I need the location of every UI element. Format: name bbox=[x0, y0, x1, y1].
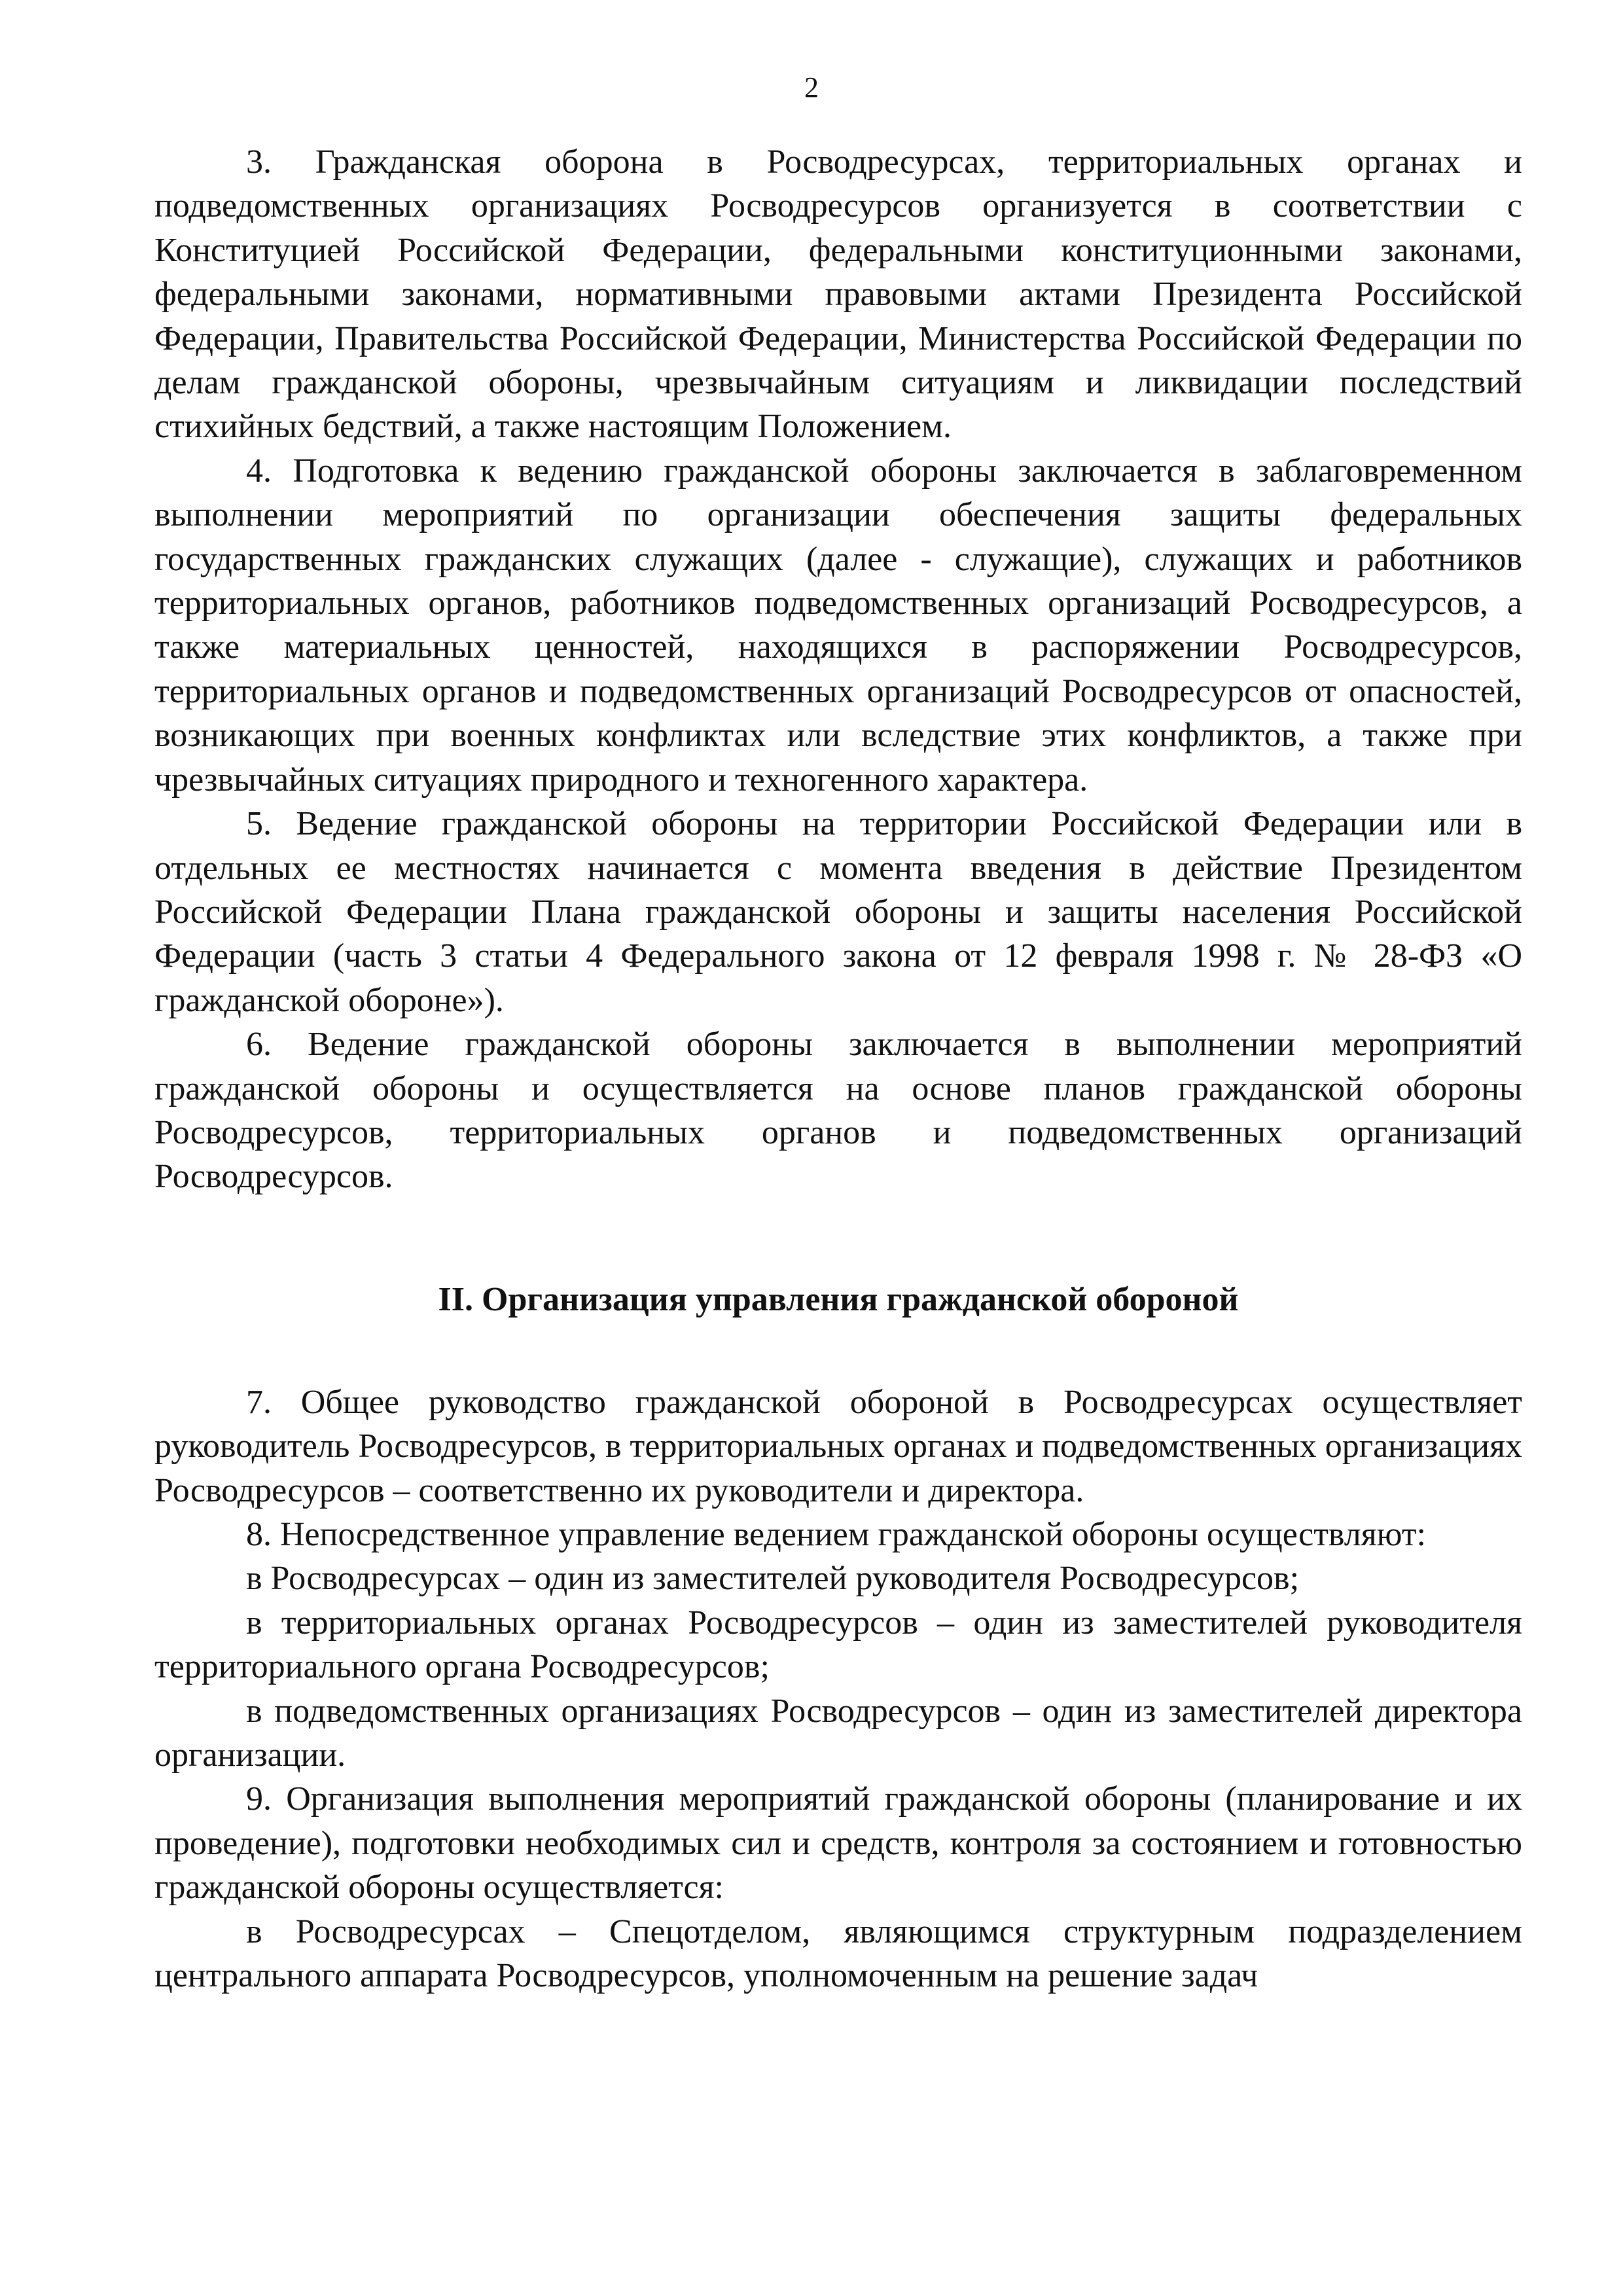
paragraph-8-item-2: в территориальных органах Росводресурсов – один из заместителей руководителя территориального органа Росводресурсов; bbox=[154, 1604, 1522, 1686]
paragraph-6: 6. Ведение гражданской обороны заключается в выполнении мероприятий гражданской обороны и осуществляется на основе планов гражданской обороны Росводресурсов, территориальных органов и подведомственных организаций Росводресурсов. bbox=[154, 1026, 1522, 1196]
paragraph-5: 5. Ведение гражданской обороны на территории Российской Федерации или в отдельных ее местностях начинается с момента введения в действие Президентом Российской Федерации Плана гражданской обороны и защиты населения Российской Федерации (часть 3 статьи 4 Федерального закона от 12 февраля 1998 г. № 28-ФЗ «О гражданской обороне»). bbox=[154, 805, 1522, 1019]
page-number: 2 bbox=[804, 71, 819, 103]
paragraph-7: 7. Общее руководство гражданской обороной в Росводресурсах осуществляет руководитель Росводресурсов, в территориальных органах и подведомственных организациях Росводресурсов – соответственно их руководители и директора. bbox=[154, 1383, 1522, 1509]
paragraph-3: 3. Гражданская оборона в Росводресурсах, территориальных органах и подведомственных организациях Росводресурсов организуется в соответствии с Конституцией Российской Федерации, федеральными конституционными законами, федеральными законами, нормативными правовыми актами Президента Российской Федерации, Правительства Российской Федерации, Министерства Российской Федерации по делам гражданской обороны, чрезвычайным ситуациям и ликвидации последствий стихийных бедствий, а также настоящим Положением. bbox=[154, 143, 1522, 446]
paragraph-8-item-1: в Росводресурсах – один из заместителей руководителя Росводресурсов; bbox=[246, 1560, 1300, 1598]
section-heading-ii: II. Организация управления гражданской обороной bbox=[438, 1280, 1239, 1318]
paragraph-8: 8. Непосредственное управление ведением гражданской обороны осуществляют: bbox=[246, 1515, 1426, 1553]
paragraph-9-item-1: в Росводресурсах – Спецотделом, являющимся структурным подразделением центрального аппарата Росводресурсов, уполномоченным на решение задач bbox=[154, 1912, 1522, 1995]
paragraph-4: 4. Подготовка к ведению гражданской обороны заключается в заблаговременном выполнении мероприятий по организации обеспечения защиты федеральных государственных гражданских служащих (далее - служащие), служащих и работников территориальных органов, работников подведомственных организаций Росводресурсов, а также материальных ценностей, находящихся в распоряжении Росводресурсов, территориальных органов и подведомственных организаций Росводресурсов от опасностей, возникающих при военных конфликтах или вследствие этих конфликтов, а также при чрезвычайных ситуациях природного и техногенного характера. bbox=[154, 452, 1522, 798]
document-body bbox=[154, 140, 1522, 1998]
paragraph-9: 9. Организация выполнения мероприятий гражданской обороны (планирование и их проведение), подготовки необходимых сил и средств, контроля за состоянием и готовностью гражданской обороны осуществляется: bbox=[154, 1780, 1522, 1907]
paragraph-8-item-3: в подведомственных организациях Росводресурсов – один из заместителей директора организации. bbox=[154, 1692, 1522, 1774]
